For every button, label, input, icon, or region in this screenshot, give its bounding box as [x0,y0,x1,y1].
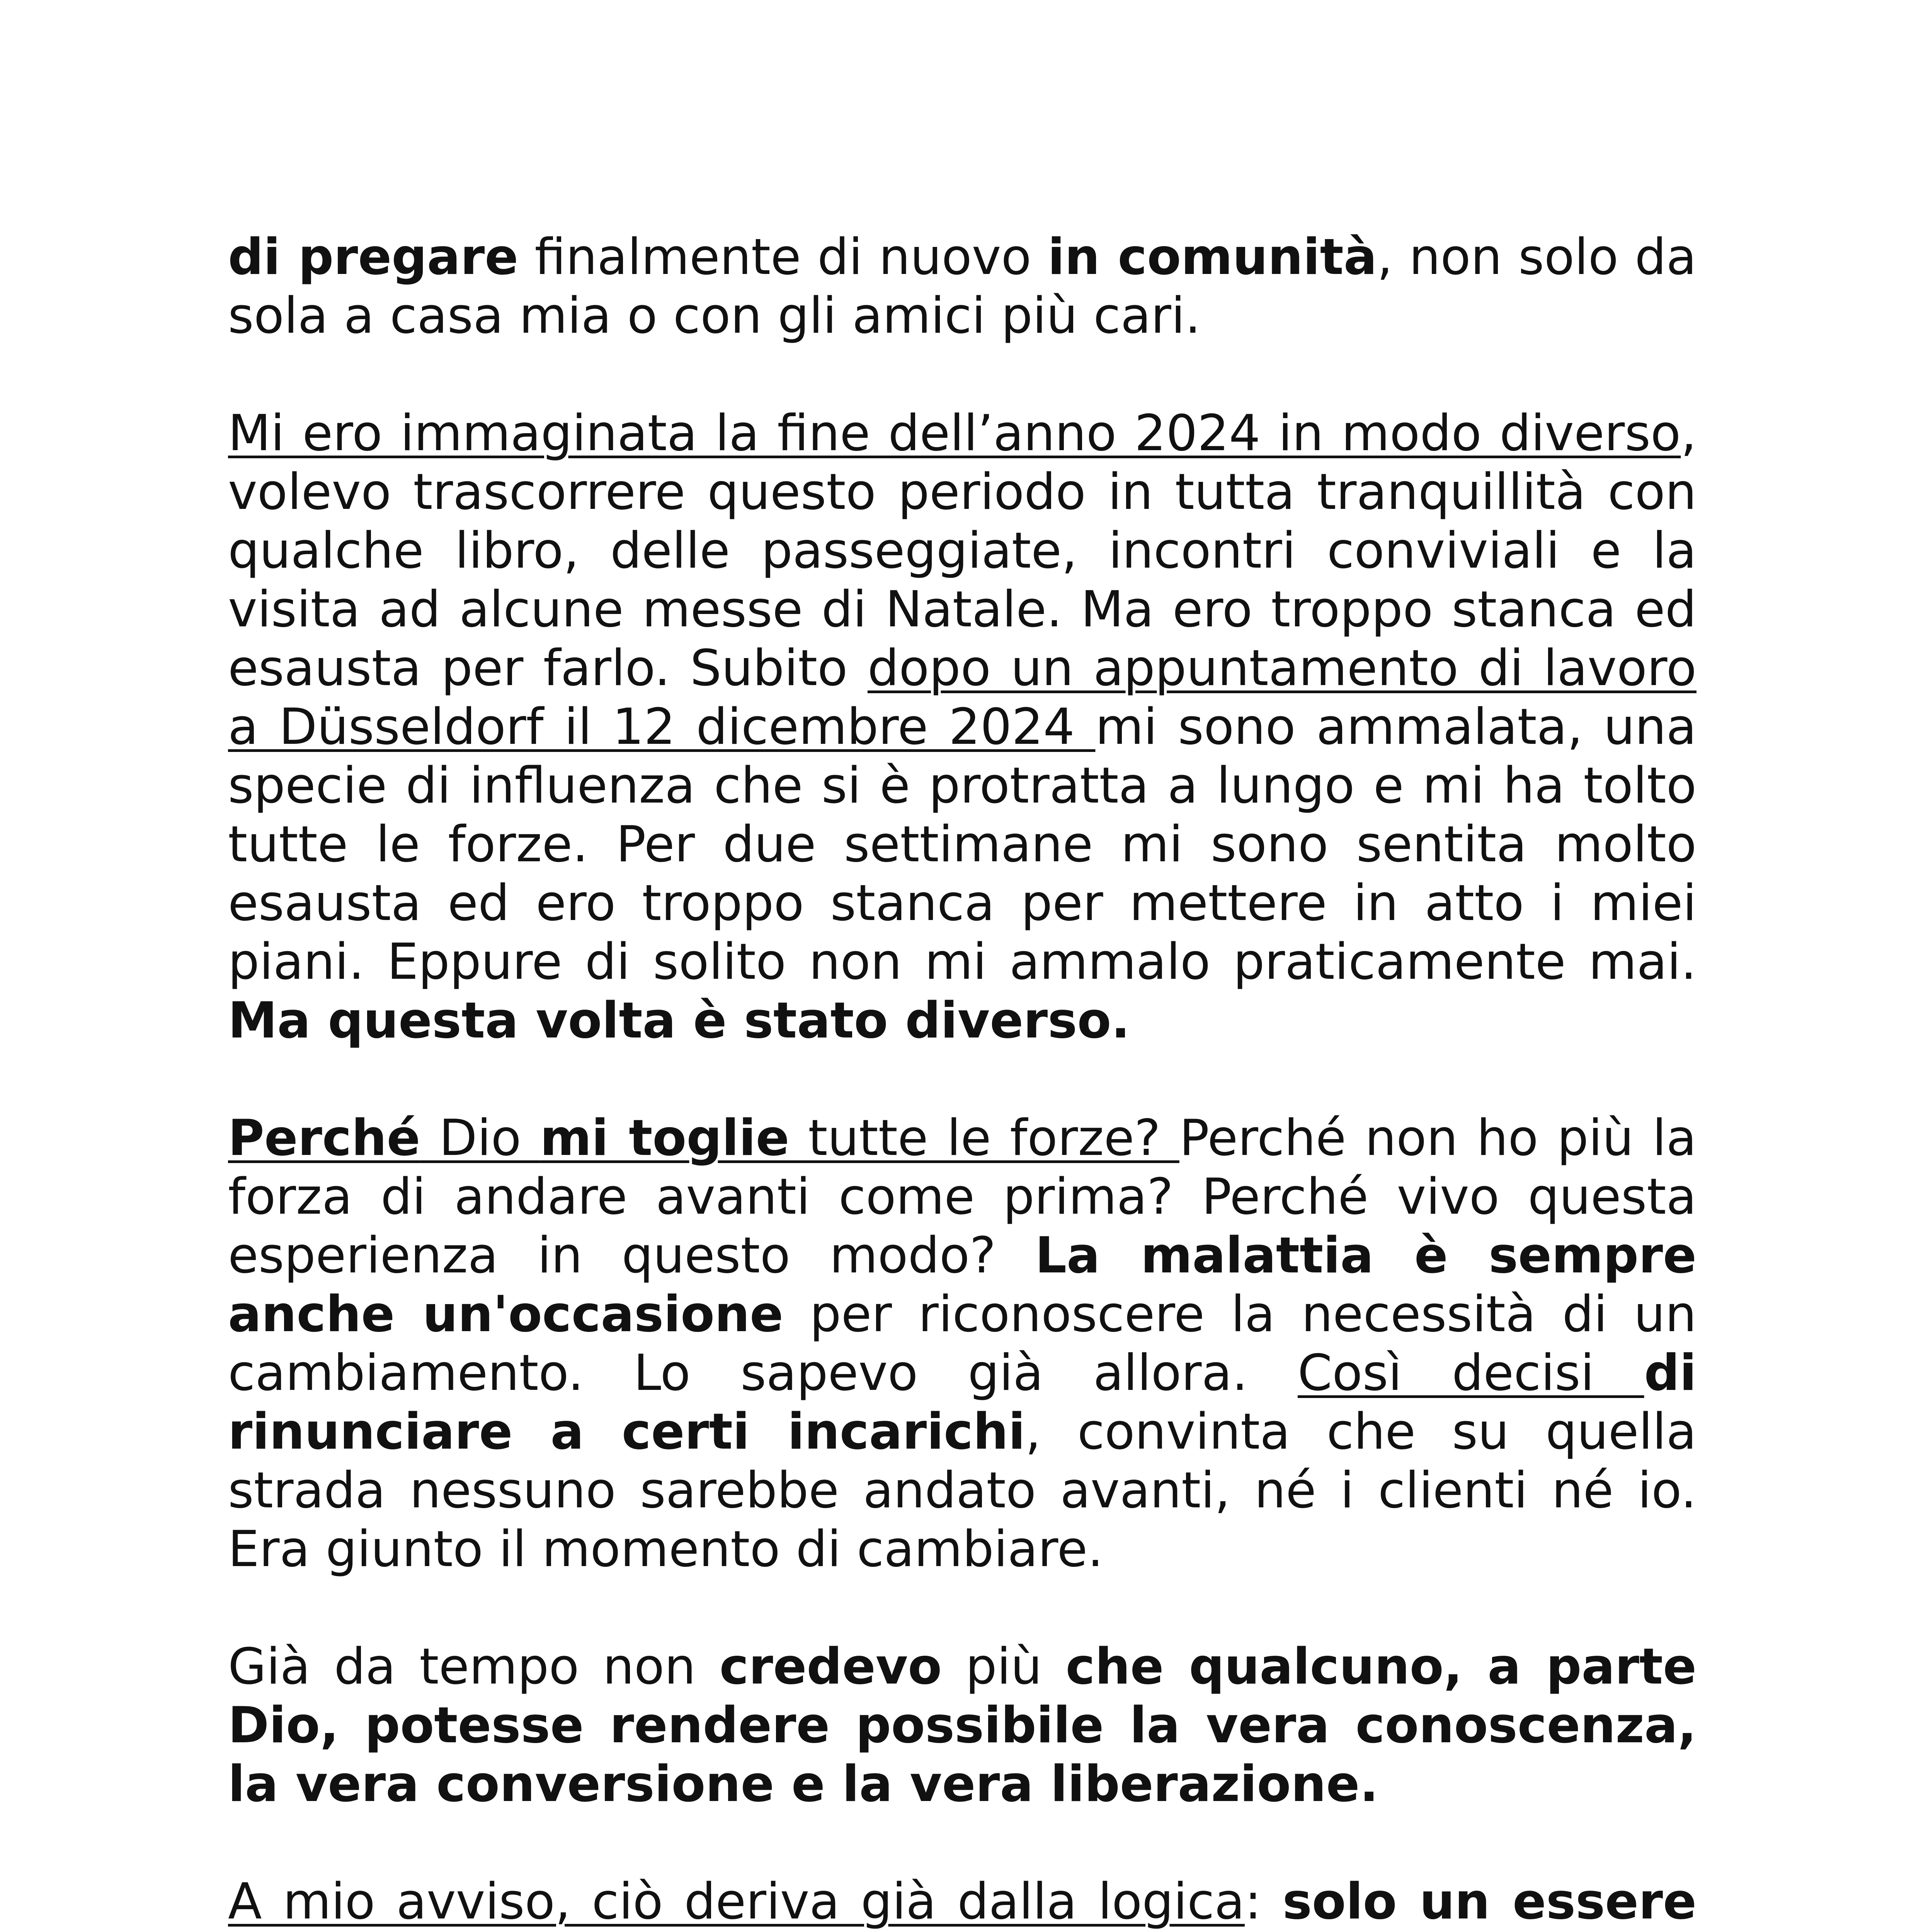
text-segment: Così decisi [1297,1344,1644,1402]
text-segment: Perché non ho più la forza di andare avanti come prima? Perché vivo questa esperienza in questo modo? [228,1109,1696,1284]
text-segment: Già da tempo non [228,1638,720,1696]
text-segment: di rinunciare a certi incarichi [228,1344,1697,1461]
text-segment: Mi ero immaginata la fine dell’anno 2024 in modo diverso [228,405,1681,462]
paragraph-1 [228,228,1696,345]
text-segment: , non solo da sola a casa mia o con gli amici più cari. [228,228,1697,345]
text-segment: di pregare [228,228,519,286]
paragraph-2 [228,404,1696,1050]
paragraph-5 [228,1872,1696,1932]
document-body [228,228,1696,1932]
text-segment: Perché [228,1109,420,1167]
text-segment: A mio avviso, ciò deriva già dalla logica [228,1873,1245,1930]
text-segment: solo un essere [1282,1873,1697,1930]
paragraph-3 [228,1109,1696,1579]
text-segment: dopo un appuntamento di lavoro a Düsseldorf il 12 dicembre 2024 [228,639,1696,756]
text-segment: mi toglie [540,1109,790,1167]
text-segment: mi sono ammalata, una specie di influenza che si è protratta a lungo e mi ha tolto tutte le forze. Per due settimane mi sono sentita molto esausta ed ero troppo stanca per mettere in atto i miei piani. Eppure di solito non mi ammalo praticamente mai. [228,698,1697,991]
text-segment: La malattia è sempre anche un'occasione [228,1227,1697,1343]
paragraph-4 [228,1638,1696,1814]
text-segment: tutte le forze? [789,1109,1179,1167]
text-segment: , volevo trascorrere questo periodo in tutta tranquillità con qualche libro, delle passeggiate, incontri conviviali e la visita ad alcune messe di Natale. Ma ero troppo stanca ed esausta per farlo. Subito [228,405,1696,697]
text-segment: in comunità [1048,228,1377,286]
text-segment: che qualcuno, a parte Dio, potesse rendere possibile la vera conoscenza, la vera conversione e la vera liberazione. [228,1638,1697,1813]
text-segment: finalmente di nuovo [518,228,1048,286]
text-segment: più [942,1638,1066,1696]
text-segment: per riconoscere la necessità di un cambiamento. Lo sapevo già allora. [228,1286,1697,1402]
text-segment: Dio [420,1109,540,1167]
text-segment: credevo [719,1638,942,1696]
text-segment: : [1244,1873,1283,1930]
text-segment: Ma questa volta è stato diverso. [228,992,1130,1049]
text-segment: , convinta che su quella strada nessuno sarebbe andato avanti, né i clienti né io. Era giunto il momento di cambiare. [228,1403,1697,1578]
